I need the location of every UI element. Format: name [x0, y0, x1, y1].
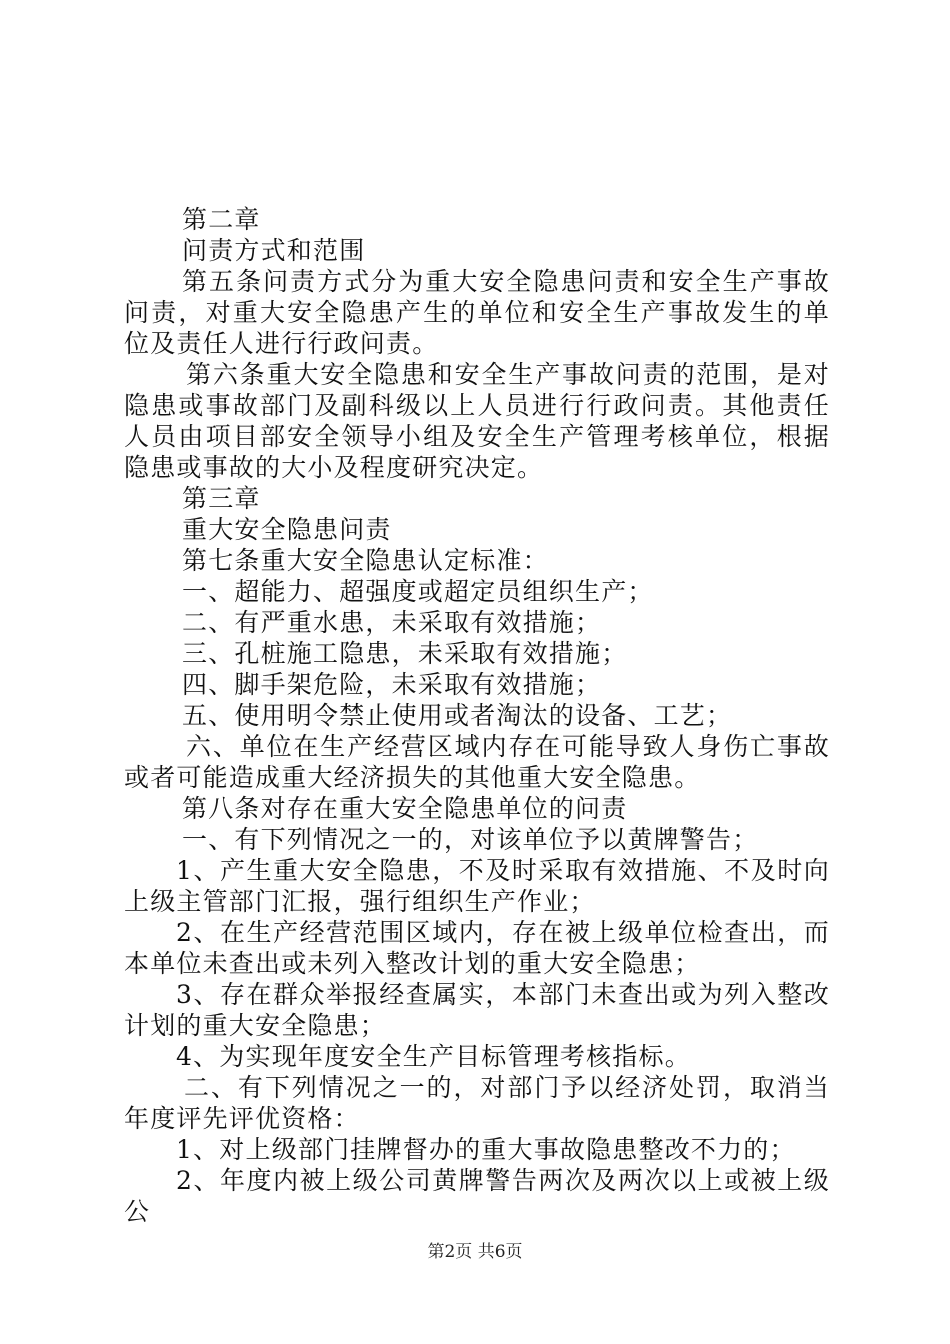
document-paragraph: 1、对上级部门挂牌督办的重大事故隐患整改不力的；: [176, 1135, 796, 1164]
document-paragraph: 二、有下列情况之一的，对部门予以经济处罚，取消当年度评先评优资格：: [124, 1073, 830, 1133]
document-paragraph: 重大安全隐患问责: [182, 515, 392, 544]
document-paragraph: 第二章: [182, 205, 261, 234]
document-paragraph: 三、孔桩施工隐患，未采取有效措施；: [182, 639, 628, 668]
document-paragraph: 2、年度内被上级公司黄牌警告两次及两次以上或被上级公: [124, 1166, 830, 1226]
document-paragraph: 1、产生重大安全隐患，不及时采取有效措施、不及时向上级主管部门汇报，强行组织生产作业；: [124, 856, 830, 916]
page-number-footer: 第2页 共6页: [427, 1242, 523, 1262]
document-paragraph: 第五条问责方式分为重大安全隐患问责和安全生产事故问责，对重大安全隐患产生的单位和安全生产事故发生的单位及责任人进行行政问责。: [124, 267, 830, 358]
document-paragraph: 一、超能力、超强度或超定员组织生产；: [182, 577, 654, 606]
document-body: [124, 204, 830, 1227]
document-paragraph: 问责方式和范围: [182, 236, 366, 265]
document-paragraph: 第三章: [182, 484, 261, 513]
document-paragraph: 2、在生产经营范围区域内，存在被上级单位检查出，而本单位未查出或未列入整改计划的重大安全隐患；: [124, 918, 830, 978]
document-paragraph: 第六条重大安全隐患和安全生产事故问责的范围，是对隐患或事故部门及副科级以上人员进行行政问责。其他责任人员由项目部安全领导小组及安全生产管理考核单位，根据隐患或事故的大小及程度研究决定。: [124, 360, 830, 482]
document-paragraph: 4、为实现年度安全生产目标管理考核指标。: [176, 1042, 691, 1071]
document-paragraph: 3、存在群众举报经查属实，本部门未查出或为列入整改计划的重大安全隐患；: [124, 980, 830, 1040]
document-paragraph: 第七条重大安全隐患认定标准：: [182, 546, 549, 575]
document-paragraph: 一、有下列情况之一的，对该单位予以黄牌警告；: [182, 825, 759, 854]
document-paragraph: 六、单位在生产经营区域内存在可能导致人身伤亡事故或者可能造成重大经济损失的其他重大安全隐患。: [124, 732, 830, 792]
document-paragraph: 五、使用明令禁止使用或者淘汰的设备、工艺；: [182, 701, 733, 730]
document-paragraph: 二、有严重水患，未采取有效措施；: [182, 608, 602, 637]
document-paragraph: 四、脚手架危险，未采取有效措施；: [182, 670, 602, 699]
document-paragraph: 第八条对存在重大安全隐患单位的问责: [182, 794, 628, 823]
